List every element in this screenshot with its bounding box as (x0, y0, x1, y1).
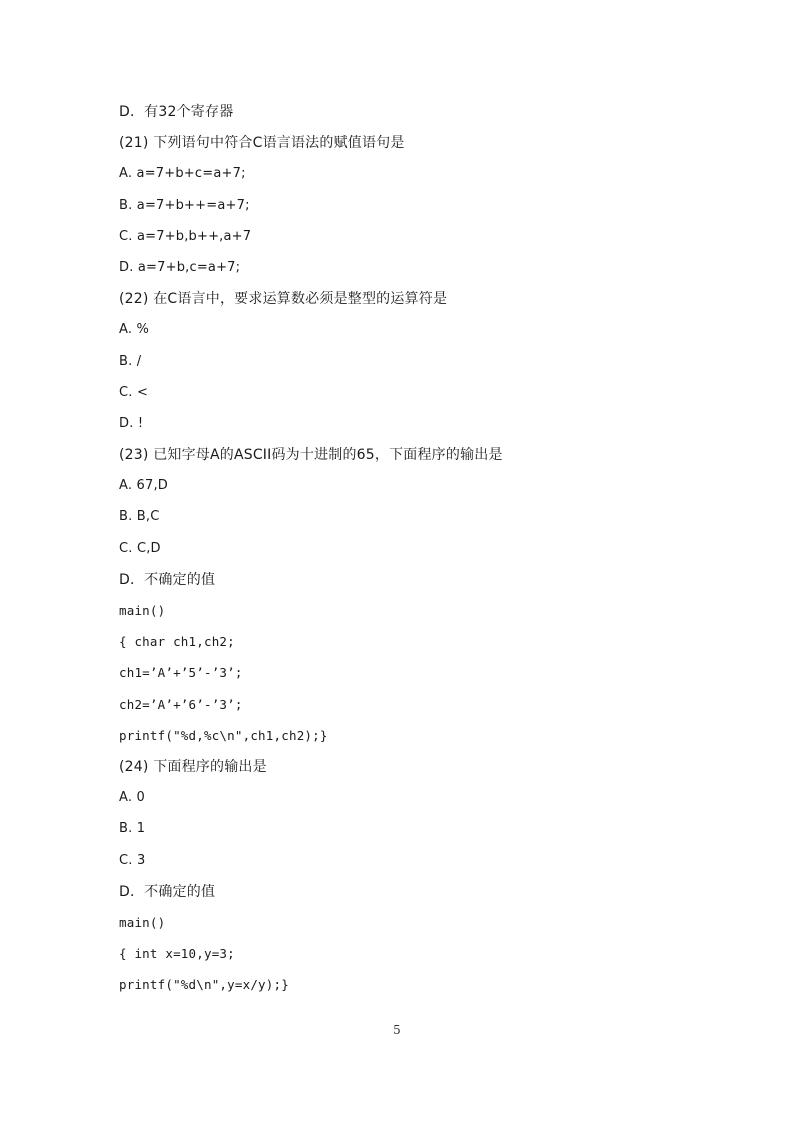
answer-option: D．有32个寄存器 (119, 104, 234, 120)
answer-option: A. 0 (119, 790, 146, 806)
code-line: { char ch1,ch2; (119, 634, 235, 650)
answer-option: B. a=7+b++=a+7; (119, 197, 250, 213)
question-stem: (21) 下列语句中符合C语言语法的赋值语句是 (119, 135, 405, 152)
answer-option: A. % (119, 322, 150, 338)
answer-option: B. 1 (119, 821, 146, 837)
question-stem: (23) 已知字母A的ASCII码为十进制的65，下面程序的输出是 (119, 447, 503, 464)
page-number: 5 (393, 1023, 401, 1037)
answer-option: A. 67,D (119, 478, 169, 494)
answer-option: C. 3 (119, 852, 146, 868)
code-line: { int x=10,y=3; (119, 946, 235, 962)
answer-option: C. < (119, 384, 149, 400)
answer-option: C. C,D (119, 540, 161, 556)
answer-option: A. a=7+b+c=a+7; (119, 166, 246, 182)
code-line: printf("%d\n",y=x/y);} (119, 977, 289, 993)
answer-option: B. / (119, 353, 142, 369)
code-line: ch1=’A’+’5’-’3’; (119, 665, 243, 681)
code-line: main() (119, 603, 166, 618)
code-line: main() (119, 914, 166, 930)
answer-option: C. a=7+b,b++,a+7 (119, 228, 252, 244)
answer-option: D. ! (119, 415, 144, 431)
code-line: ch2=’A’+’6’-’3’; (119, 696, 243, 712)
code-line: printf("%d,%c\n",ch1,ch2);} (119, 727, 328, 743)
answer-option: D．不确定的值 (119, 571, 216, 588)
question-stem: (22) 在C语言中，要求运算数必须是整型的运算符是 (119, 291, 448, 308)
answer-option: B. B,C (119, 509, 160, 525)
page-content (119, 100, 679, 1004)
question-stem: (24) 下面程序的输出是 (119, 758, 267, 775)
answer-option: D．不确定的值 (119, 883, 216, 900)
answer-option: D. a=7+b,c=a+7; (119, 259, 241, 275)
